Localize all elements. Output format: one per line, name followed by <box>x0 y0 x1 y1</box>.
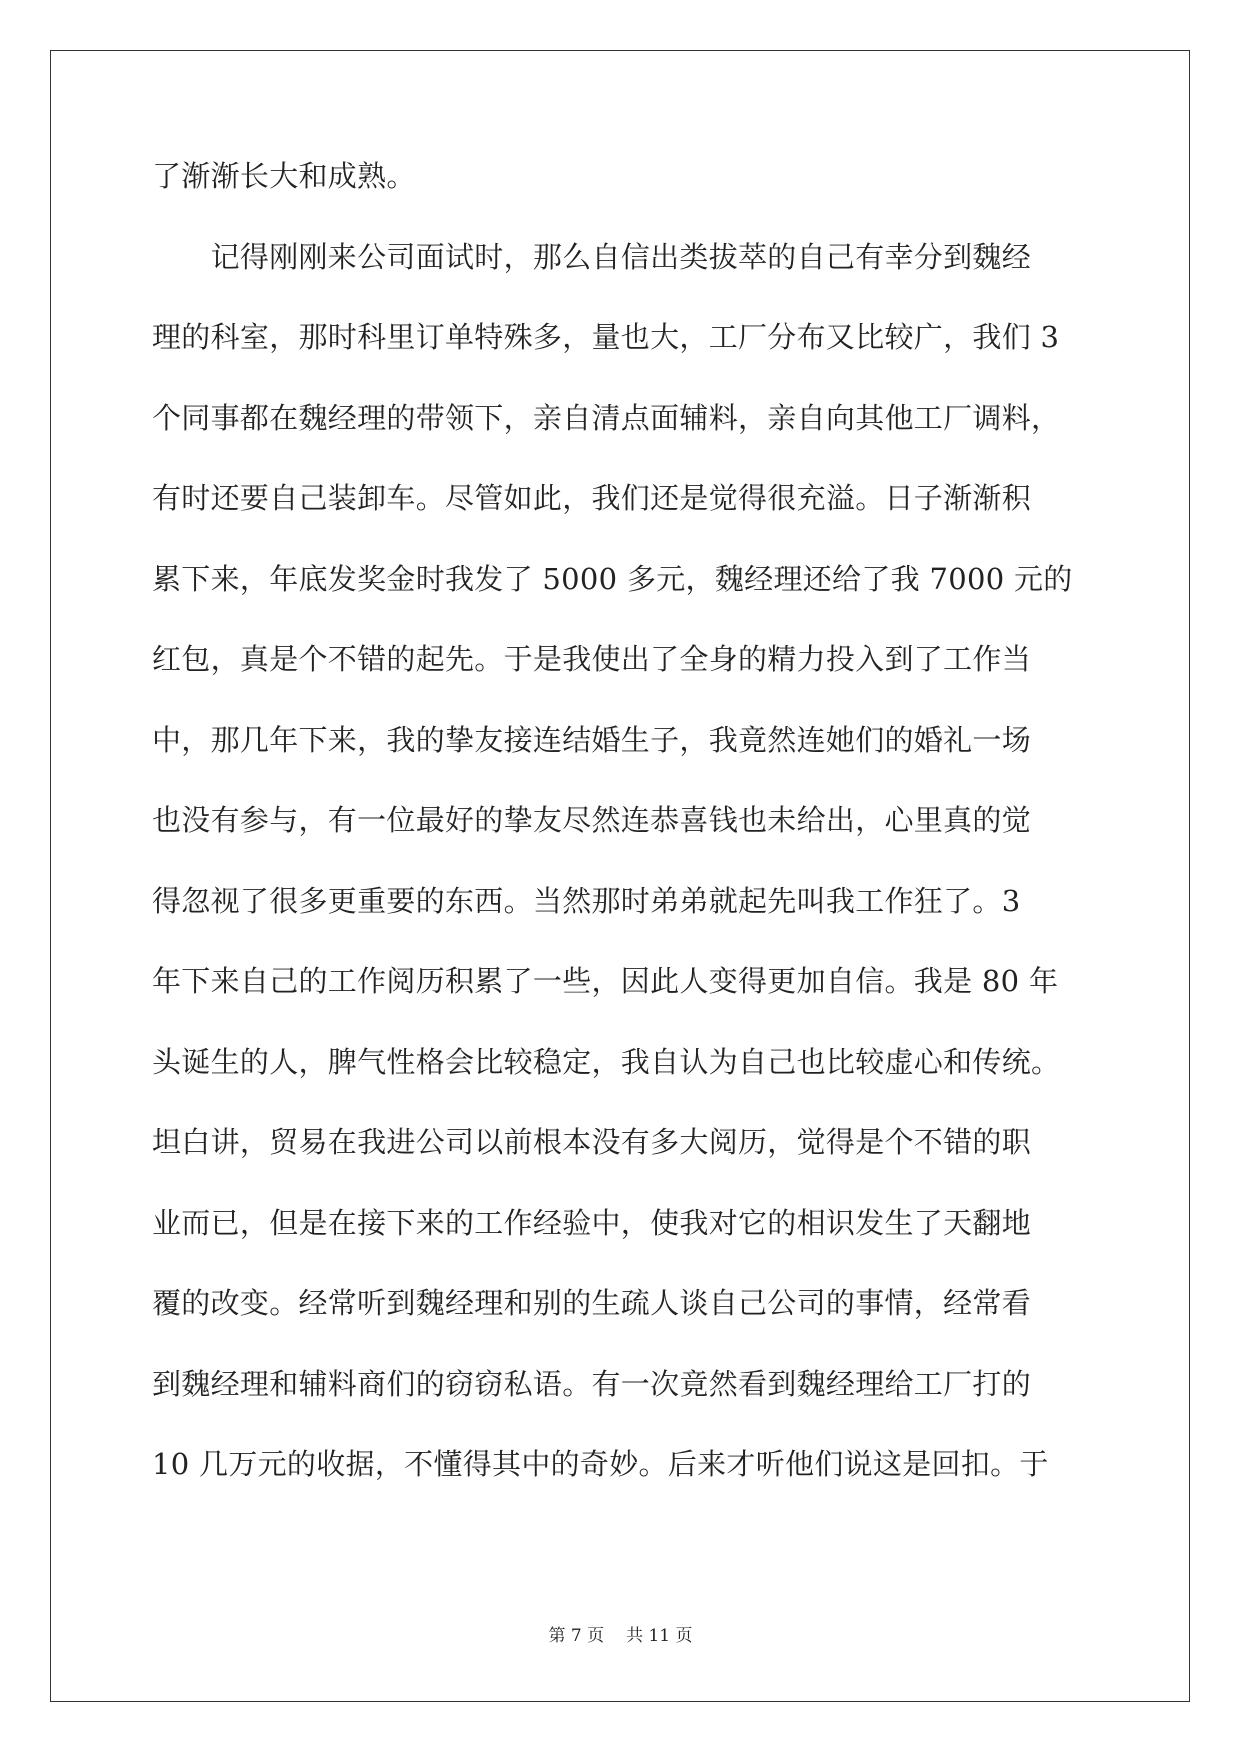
text-line: 到魏经理和辅料商们的窃窃私语。有一次竟然看到魏经理给工厂打的 <box>152 1366 1032 1401</box>
text-line: 中，那几年下来，我的挚友接连结婚生子，我竟然连她们的婚礼一场 <box>152 722 1032 757</box>
text-line: 头诞生的人，脾气性格会比较稳定，我自认为自己也比较虚心和传统。 <box>152 1044 1061 1079</box>
text-line: 年下来自己的工作阅历积累了一些，因此人变得更加自信。我是 80 年 <box>152 964 1059 998</box>
text-line: 理的科室，那时科里订单特殊多，量也大，工厂分布又比较广，我们 3 <box>152 320 1060 354</box>
text-line: 覆的改变。经常听到魏经理和别的生疏人谈自己公司的事情，经常看 <box>152 1286 1032 1320</box>
page-footer <box>0 1626 1241 1646</box>
document-body <box>152 160 1092 1529</box>
text-line: 累下来，年底发奖金时我发了 5000 多元，魏经理还给了我 7000 元的 <box>152 561 1073 596</box>
page-number: 第 7 页 <box>548 1626 605 1646</box>
page-total: 共 11 页 <box>626 1626 693 1646</box>
text-line: 红包，真是个不错的起先。于是我使出了全身的精力投入到了工作当 <box>152 642 1032 676</box>
text-line: 坦白讲，贸易在我进公司以前根本没有多大阅历，觉得是个不错的职 <box>152 1125 1032 1159</box>
text-line: 有时还要自己装卸车。尽管如此，我们还是觉得很充溢。日子渐渐积 <box>152 481 1032 515</box>
text-line: 得忽视了很多更重要的东西。当然那时弟弟就起先叫我工作狂了。3 <box>152 883 1021 918</box>
text-line: 也没有参与，有一位最好的挚友尽然连恭喜钱也未给出，心里真的觉 <box>152 803 1032 837</box>
text-line: 10 几万元的收据，不懂得其中的奇妙。后来才听他们说这是回扣。于 <box>152 1447 1049 1481</box>
text-line: 业而已，但是在接下来的工作经验中，使我对它的相识发生了天翻地 <box>152 1205 1032 1240</box>
text-line: 了渐渐长大和成熟。 <box>152 159 416 193</box>
text-line: 个同事都在魏经理的带领下，亲自清点面辅料，亲自向其他工厂调料， <box>152 400 1061 435</box>
text-line: 记得刚刚来公司面试时，那么自信出类拔萃的自己有幸分到魏经 <box>152 239 1032 274</box>
